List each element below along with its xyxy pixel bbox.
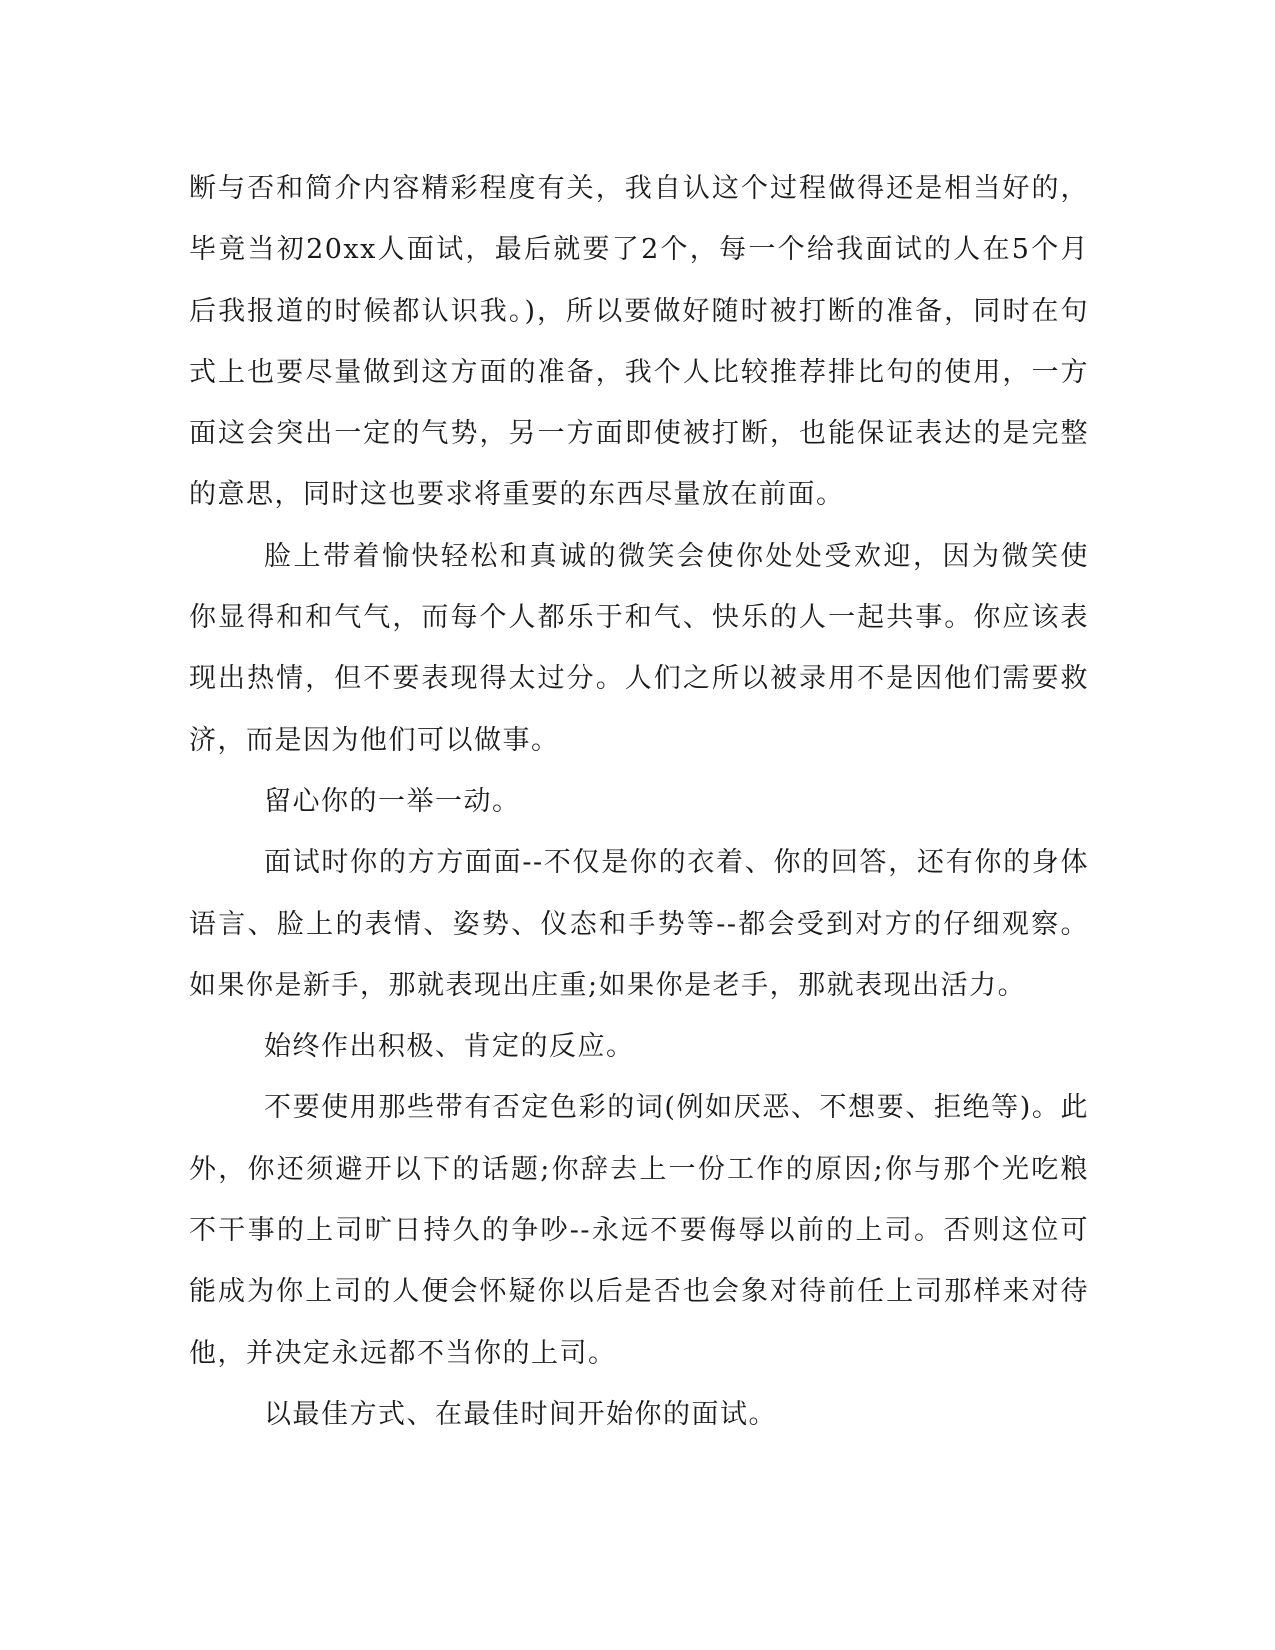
paragraph-continuation: 断与否和简介内容精彩程度有关，我自认这个过程做得还是相当好的，毕竟当初20xx人面试，最后就要了2个，每一个给我面试的人在5个月后我报道的时候都认识我。)，所以要做好随时被打断的准备，同时在句式上也要尽量做到这方面的准备，我个人比较推荐排比句的使用，一方面这会突出一定的气势，另一方面即使被打断，也能保证表达的是完整的意思，同时这也要求将重要的东西尽量放在前面。 bbox=[189, 173, 1089, 511]
paragraph-heading-positive: 始终作出积极、肯定的反应。 bbox=[264, 1031, 635, 1063]
paragraph-avoid-topics: 不要使用那些带有否定色彩的词(例如厌恶、不想要、拒绝等)。此外，你还须避开以下的话题;你辞去上一份工作的原因;你与那个光吃粮不干事的上司旷日持久的争吵--永远不要侮辱以前的上司。否则这位可能成为你上司的人便会怀疑你以后是否也会象对待前任上司那样来对待他，并决定永远都不当你的上司。 bbox=[189, 1092, 1089, 1369]
paragraph-heading-start: 以最佳方式、在最佳时间开始你的面试。 bbox=[264, 1398, 777, 1430]
body-text bbox=[189, 158, 1089, 1445]
paragraph-heading-conduct: 留心你的一举一动。 bbox=[264, 785, 521, 817]
paragraph-body-language: 面试时你的方方面面--不仅是你的衣着、你的回答，还有你的身体语言、脸上的表情、姿势、仪态和手势等--都会受到对方的仔细观察。如果你是新手，那就表现出庄重;如果你是老手，那就表现出活力。 bbox=[189, 847, 1089, 1001]
paragraph-smile: 脸上带着愉快轻松和真诚的微笑会使你处处受欢迎，因为微笑使你显得和和气气，而每个人都乐于和气、快乐的人一起共事。你应该表现出热情，但不要表现得太过分。人们之所以被录用不是因他们需要救济，而是因为他们可以做事。 bbox=[189, 540, 1089, 756]
